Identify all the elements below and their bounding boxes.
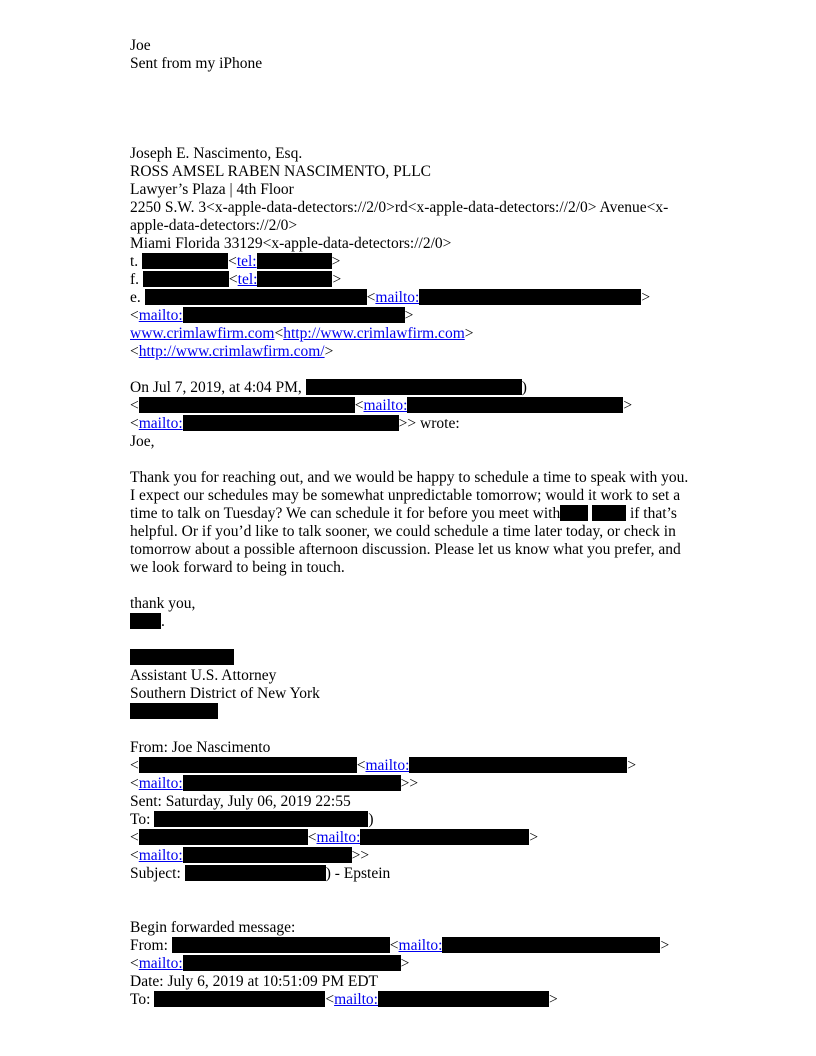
sent-from-line: Sent from my iPhone: [130, 55, 263, 72]
fwd2-date-line: Date: July 6, 2019 at 10:51:09 PM EDT: [130, 973, 378, 990]
fwd1-sent-line: Sent: Saturday, July 06, 2019 22:55: [130, 793, 351, 810]
fwd2-begin-line: Begin forwarded message:: [130, 919, 296, 936]
redaction-block: [183, 775, 401, 791]
mailto-link[interactable]: mailto:: [138, 847, 183, 864]
redaction-block: [419, 289, 641, 305]
reply-signer-phone: [130, 703, 730, 721]
phone-prefix: t.: [130, 253, 139, 270]
fwd2-to-line: To: <mailto: >: [130, 991, 558, 1008]
fwd1-from-address: < <mailto: >: [130, 757, 637, 774]
fwd1-from-address-2: <mailto: >>: [130, 775, 419, 792]
redaction-block: [442, 937, 660, 953]
sig-firm: ROSS AMSEL RABEN NASCIMENTO, PLLC: [130, 163, 432, 180]
sig-city: Miami Florida 33129<x-apple-data-detectors://2/0>: [130, 235, 452, 252]
reply-closing: thank you,: [130, 595, 196, 612]
fwd1-to-address-2: <mailto: >>: [130, 847, 370, 864]
mailto-link[interactable]: mailto:: [138, 415, 183, 432]
sig-phone-line: t. <tel: >: [130, 253, 341, 270]
sig-email-line-2: <mailto: >: [130, 307, 414, 324]
redaction-block: [257, 271, 332, 287]
sig-name: Joseph E. Nascimento, Esq.: [130, 145, 303, 162]
reply-signer-district: Southern District of New York: [130, 685, 320, 702]
reply-signer-title: Assistant U.S. Attorney: [130, 667, 277, 684]
mailto-link[interactable]: mailto:: [365, 757, 410, 774]
email-prefix: e.: [130, 289, 141, 306]
redaction-block: [183, 415, 399, 431]
sig-web-line-2: <http://www.crimlawfirm.com/>: [130, 343, 334, 360]
mailto-link[interactable]: mailto:: [398, 937, 443, 954]
mailto-link[interactable]: mailto:: [363, 397, 408, 414]
redaction-block: [143, 271, 229, 287]
redaction-block: [360, 829, 529, 845]
redaction-block: [130, 649, 234, 665]
sig-fax-line: f. <tel: >: [130, 271, 342, 288]
fwd1-to-address: < <mailto: >: [130, 829, 539, 846]
website-link[interactable]: www.crimlawfirm.com: [130, 325, 275, 342]
fwd1-to-line: To: ): [130, 811, 374, 828]
signoff-name: Joe: [130, 37, 151, 54]
redaction-block: [139, 757, 357, 773]
mailto-link[interactable]: mailto:: [138, 775, 183, 792]
redaction-block: [142, 253, 228, 269]
redaction-block: [306, 379, 522, 395]
fwd1-subject-line: Subject: ) - Epstein: [130, 865, 391, 882]
mailto-link[interactable]: mailto:: [138, 307, 183, 324]
fax-prefix: f.: [130, 271, 140, 288]
tel-link[interactable]: tel:: [237, 271, 258, 288]
redaction-block: [130, 613, 161, 629]
redaction-block: [378, 991, 549, 1007]
fwd2-from-line: From: <mailto: >: [130, 937, 670, 954]
sig-address-line-2: apple-data-detectors://2/0>: [130, 217, 298, 234]
redaction-block: [183, 847, 352, 863]
redaction-block: [139, 829, 308, 845]
reply-header-line-3: <mailto: >> wrote:: [130, 415, 460, 432]
redaction-block: [154, 991, 325, 1007]
redaction-block: [183, 955, 401, 971]
sig-address-line-1: 2250 S.W. 3<x-apple-data-detectors://2/0>rd<x-apple-data-detectors://2/0> Avenue<x-: [130, 199, 669, 216]
mailto-link[interactable]: mailto:: [316, 829, 361, 846]
email-document: [130, 37, 730, 1009]
fwd2-from-address-2: <mailto: >: [130, 955, 410, 972]
redaction-block: [592, 505, 626, 521]
mailto-link[interactable]: mailto:: [138, 955, 183, 972]
redaction-block: [145, 289, 367, 305]
fwd1-from-line: From: Joe Nascimento: [130, 739, 271, 756]
redaction-block: [407, 397, 623, 413]
sig-web-line: www.crimlawfirm.com<http://www.crimlawfirm.com>: [130, 325, 474, 342]
reply-header-line: On Jul 7, 2019, at 4:04 PM, ): [130, 379, 527, 396]
reply-header-line-2: < <mailto: >: [130, 397, 633, 414]
website-http-slash-link[interactable]: http://www.crimlawfirm.com/: [138, 343, 325, 360]
redaction-block: [130, 703, 218, 719]
sig-email-line: e. <mailto: >: [130, 289, 651, 306]
reply-signoff-line: .: [130, 613, 730, 631]
redaction-block: [257, 253, 332, 269]
redaction-block: [172, 937, 390, 953]
reply-body-paragraph: Thank you for reaching out, and we would be happy to schedule a time to speak with you. I expect our schedules may be somewhat unpredictable tomorrow; would it work to set a time to talk on Tuesday? We can schedule it for before you meet with if that’s helpful. Or if you’d like to talk sooner, we could schedule a time later today, or check in tomorrow about a possible afternoon discussion. Please let us know what you prefer, and we look forward to being in touch.: [130, 469, 689, 576]
redaction-block: [409, 757, 627, 773]
mailto-link[interactable]: mailto:: [334, 991, 378, 1008]
reply-signer-name: [130, 649, 730, 667]
redaction-block: [560, 505, 588, 521]
sig-plaza: Lawyer’s Plaza | 4th Floor: [130, 181, 294, 198]
mailto-link[interactable]: mailto:: [375, 289, 420, 306]
website-http-link[interactable]: http://www.crimlawfirm.com: [283, 325, 465, 342]
tel-link[interactable]: tel:: [236, 253, 257, 270]
redaction-block: [139, 397, 355, 413]
redaction-block: [154, 811, 368, 827]
redaction-block: [185, 865, 326, 881]
redaction-block: [183, 307, 405, 323]
reply-greeting: Joe,: [130, 433, 155, 450]
